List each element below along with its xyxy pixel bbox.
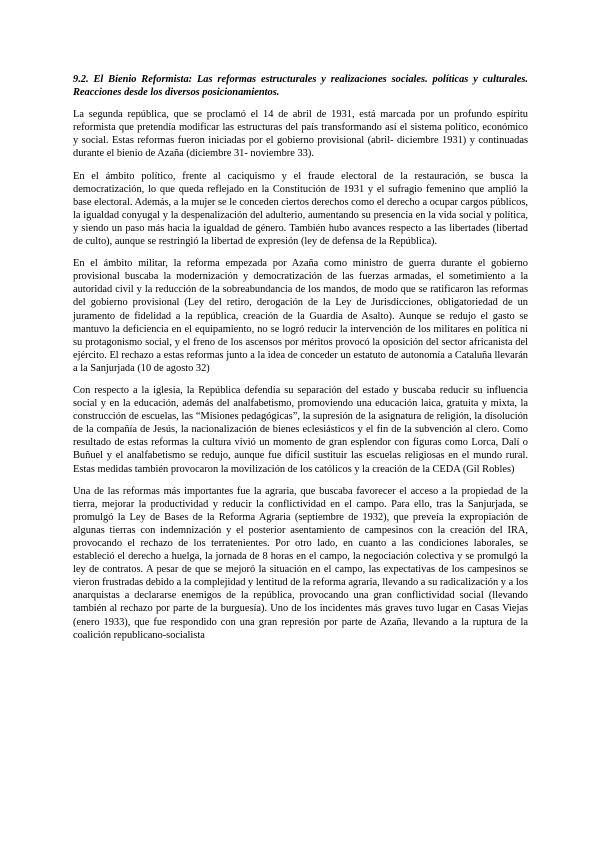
section-heading: 9.2. El Bienio Reformista: Las reformas estructurales y realizaciones sociales. políticas y culturales. Reacciones desde los diversos posicionamientos. [73,74,528,99]
document-page [73,73,528,651]
paragraph-military: En el ámbito militar, la reforma empezada por Azaña como ministro de guerra durante el gobierno provisional buscaba la modernización y democratización de las fuerzas armadas, el sometimiento a la autoridad civil y la reducción de la sobreabundancia de los mandos, de modo que se ratificaron las reformas del gobierno provisional (Ley del retiro, derogación de la Ley de Jurisdicciones, obligatoriedad de un juramento de fidelidad a la república, creación de la Guardia de Asalto). Aunque se redujo el gasto se mantuvo la deficiencia en el equipamiento, no se logró reducir la intervención de los militares en política ni su protagonismo social, y el freno de los ascensos por méritos provocó la oposición del sector africanista del ejército. El rechazo a estas reformas junto a la idea de conceder un estatuto de autonomía a Cataluña llevarán a la Sanjurjada (10 de agosto 32) [73,258,528,374]
paragraph-agrarian: Una de las reformas más importantes fue la agraria, que buscaba favorecer el acceso a la propiedad de la tierra, mejorar la productividad y reducir la conflictividad en el campo. Para ello, tras la Sanjurjada, se promulgó la Ley de Bases de la Reforma Agraria (septiembre de 1932), que preveía la expropiación de algunas tierras con indemnización y el posterior asentamiento de campesinos con la creación del IRA, provocando el rechazo de los terratenientes. Por otro lado, en cuanto a las condiciones laborales, se estableció el derecho a huelga, la jornada de 8 horas en el campo, la negociación colectiva y se promulgó la ley de contratos. A pesar de que se mejoró la situación en el campo, las expectativas de los campesinos se vieron frustradas debido a la complejidad y lentitud de la reforma agraria, llevando a su radicalización y a los anarquistas a declararse enemigos de la república, provocando una gran conflictividad social (llevando también al rechazo por parte de la burguesía). Uno de los incidentes más graves tuvo lugar en Casas Viejas (enero 1933), que fue respondido con una gran represión por parte de Azaña, llevando a la ruptura de la coalición republicano-socialista [73,485,528,641]
paragraph-church: Con respecto a la iglesia, la República defendía su separación del estado y buscaba reducir su influencia social y en la educación, además del analfabetismo, promoviendo una educación laica, gratuita y mixta, la construcción de escuelas, las “Misiones pedagógicas”, la supresión de la asignatura de religión, la disolución de la compañía de Jesús, la nacionalización de bienes eclesiásticos y el fin de la subvención al clero. Como resultado de estas reformas la cultura vivió un momento de gran esplendor con figuras como Lorca, Dalí o Buñuel y el analfabetismo se redujo, aunque fue difícil sustituir las escuelas religiosas en el mundo rural. Estas medidas también provocaron la movilización de los católicos y la creación de la CEDA (Gil Robles) [73,384,528,475]
paragraph-intro: La segunda república, que se proclamó el 14 de abril de 1931, está marcada por un profundo espíritu reformista que pretendía modificar las estructuras del país transformando así el sistema político, económico y social. Estas reformas fueron iniciadas por el gobierno provisional (abril- diciembre 1931) y continuadas durante el bienio de Azaña (diciembre 31- noviembre 33). [73,109,528,160]
paragraph-political: En el ámbito político, frente al caciquismo y el fraude electoral de la restauración, se busca la democratización, lo que queda reflejado en la Constitución de 1931 y el sufragio femenino que amplió la base electoral. Además, a la mujer se le conceden ciertos derechos como el derecho a ocupar cargos públicos, la igualdad conyugal y la despenalización del adulterio, aumentando su presencia en la vida social y política, y siendo un paso más hacia la igualdad de género. También hubo avances respecto a las libertades (libertad de culto), aunque se restringió la libertad de expresión (ley de defensa de la República). [73,170,528,248]
